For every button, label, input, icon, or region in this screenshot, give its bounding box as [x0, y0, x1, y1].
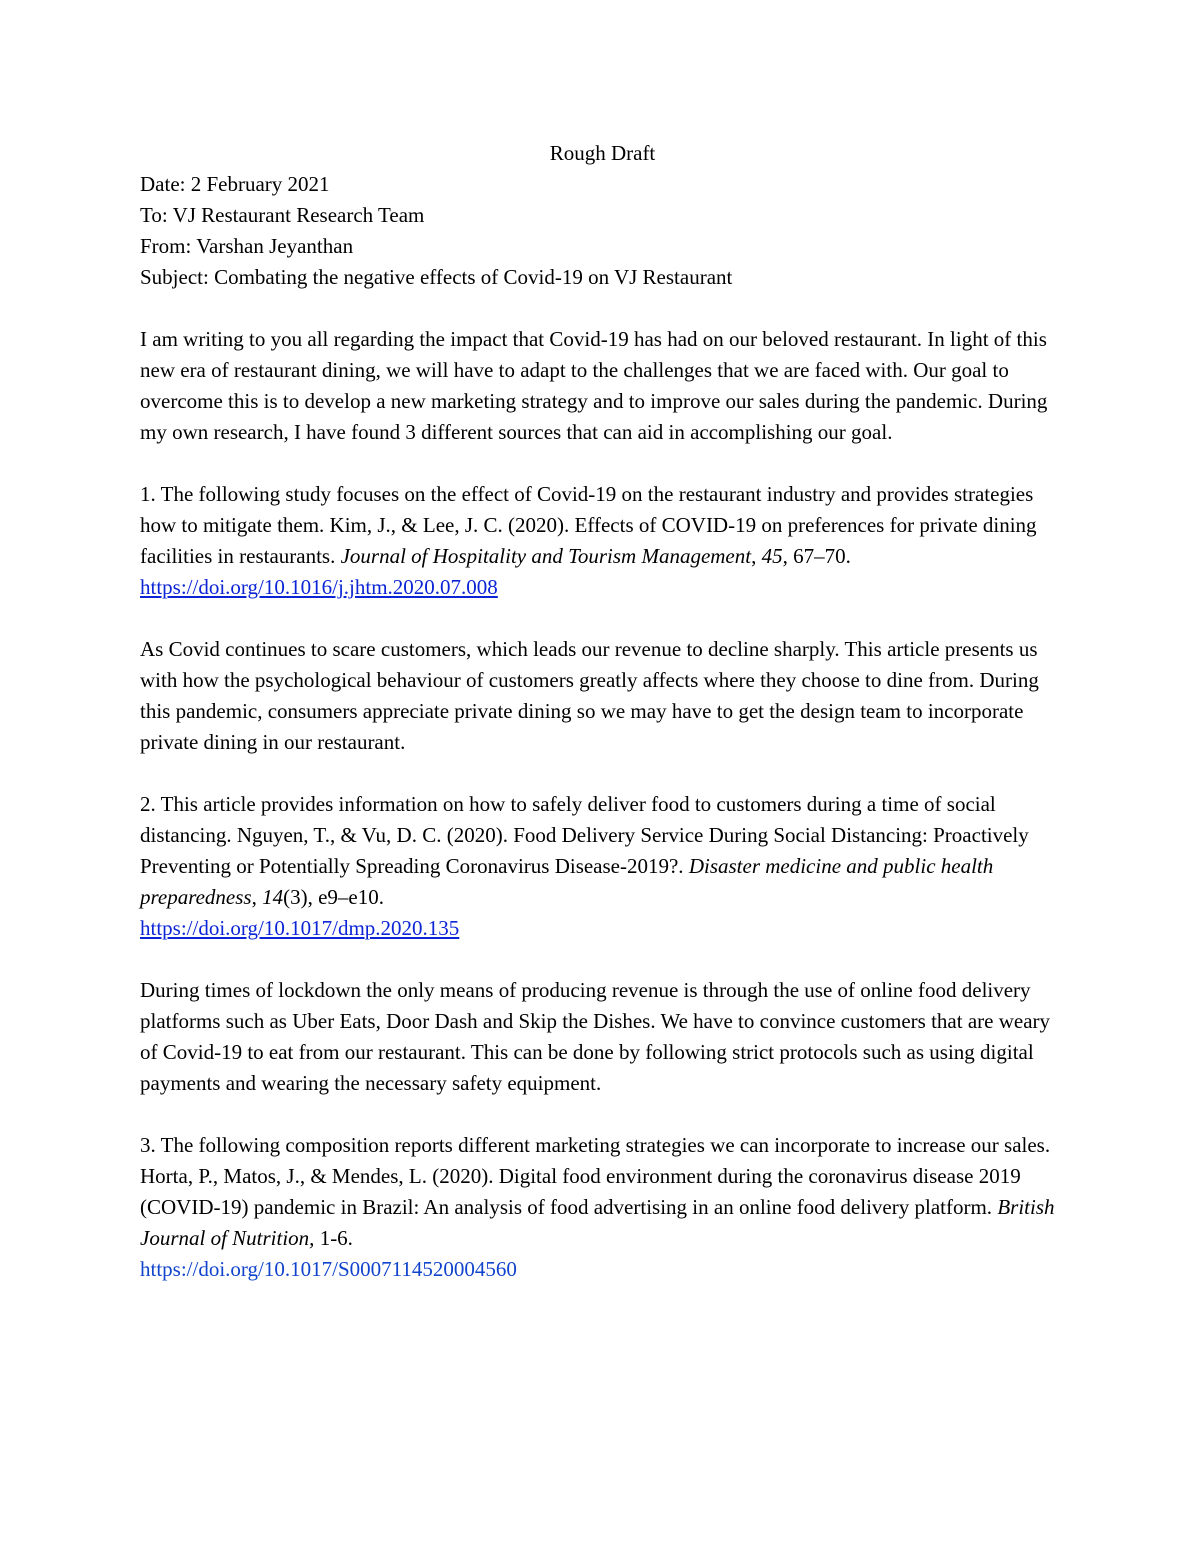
spacer — [140, 758, 1065, 789]
spacer — [140, 1099, 1065, 1130]
source-2-paragraph — [140, 789, 1065, 944]
commentary-1-paragraph: As Covid continues to scare customers, which leads our revenue to decline sharply. This article presents us with how the psychological behaviour of customers greatly affects where they choose to dine from. During this pandemic, consumers appreciate private dining so we may have to get the design team to incorporate private dining in our restaurant. — [140, 637, 1039, 754]
memo-subject: Subject: Combating the negative effects of Covid-19 on VJ Restaurant — [140, 265, 733, 289]
source-2-pages: (3), e9–e10. — [283, 885, 384, 909]
source-3-paragraph — [140, 1130, 1065, 1285]
memo-to: To: VJ Restaurant Research Team — [140, 203, 425, 227]
source-3-doi-link[interactable]: https://doi.org/10.1017/S0007114520004560 — [140, 1257, 517, 1281]
source-1-pages: , 67–70. — [782, 544, 851, 568]
spacer — [140, 293, 1065, 324]
document-page — [140, 138, 1065, 1285]
memo-date: Date: 2 February 2021 — [140, 172, 330, 196]
source-2-journal: Disaster medicine and public health preparedness — [140, 854, 994, 909]
source-1-separator: , — [751, 544, 762, 568]
source-2-doi-link[interactable]: https://doi.org/10.1017/dmp.2020.135 — [140, 916, 460, 940]
source-3-journal: British Journal of Nutrition, — [140, 1195, 1055, 1250]
intro-paragraph: I am writing to you all regarding the impact that Covid-19 has had on our beloved restaurant. In light of this new era of restaurant dining, we will have to adapt to the challenges that we are faced with. Our goal to overcome this is to develop a new marketing strategy and to improve our sales during the pandemic. During my own research, I have found 3 different sources that can aid in accomplishing our goal. — [140, 327, 1048, 444]
source-2-separator: , — [251, 885, 263, 909]
source-1-paragraph — [140, 479, 1065, 603]
memo-from: From: Varshan Jeyanthan — [140, 234, 354, 258]
source-1-journal: Journal of Hospitality and Tourism Management — [340, 544, 752, 568]
source-3-pages: 1-6. — [314, 1226, 353, 1250]
commentary-2-paragraph: During times of lockdown the only means of producing revenue is through the use of online food delivery platforms such as Uber Eats, Door Dash and Skip the Dishes. We have to convince customers that are weary of Covid-19 to eat from our restaurant. This can be done by following strict protocols such as using digital payments and wearing the necessary safety equipment. — [140, 978, 1051, 1095]
source-1-doi-link[interactable]: https://doi.org/10.1016/j.jhtm.2020.07.008 — [140, 575, 498, 599]
source-1-text: 1. The following study focuses on the effect of Covid-19 on the restaurant industry and provides strategies how to mitigate them. Kim, J., & Lee, J. C. (2020). Effects of COVID-19 on preferences for private dining facilities in restaurants. — [140, 482, 1037, 568]
source-1-volume: 45 — [761, 544, 783, 568]
source-2-volume: 14 — [262, 885, 284, 909]
document-title: Rough Draft — [549, 141, 656, 165]
spacer — [140, 603, 1065, 634]
source-2-text: 2. This article provides information on how to safely deliver food to customers during a time of social distancing. Nguyen, T., & Vu, D. C. (2020). Food Delivery Service During Social Distancing: Proactively Preventing or Potentially Spreading Coronavirus Disease-2019?. — [140, 792, 1029, 878]
spacer — [140, 448, 1065, 479]
spacer — [140, 944, 1065, 975]
source-3-text: 3. The following composition reports different marketing strategies we can incorporate to increase our sales. Horta, P., Matos, J., & Mendes, L. (2020). Digital food environment during the coronavirus disease 2019 (COVID-19) pandemic in Brazil: An analysis of food advertising in an online food delivery platform. — [140, 1133, 1051, 1219]
